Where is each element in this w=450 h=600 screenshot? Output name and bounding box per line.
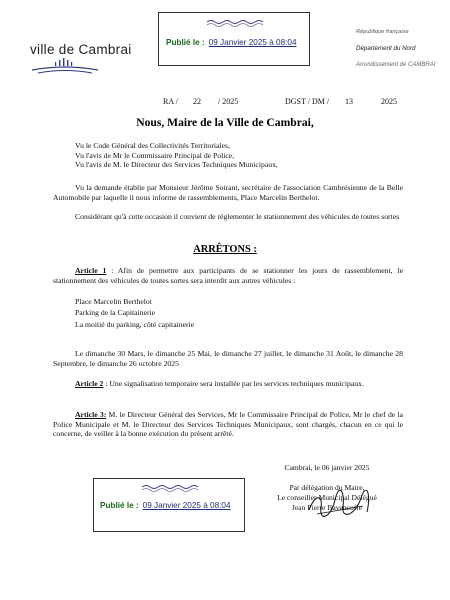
arretons-heading — [0, 244, 450, 255]
ra-year: / 2025 — [218, 97, 239, 106]
publication-label: Publié le : — [166, 38, 205, 47]
article-1-label: Article 1 — [75, 266, 107, 275]
list-item: Place Marcelin Berthelot — [75, 297, 152, 306]
dgst-year: 2025 — [381, 97, 397, 106]
dgst-number: 13 — [345, 97, 353, 106]
article-1 — [53, 266, 403, 285]
ra-number: 22 — [193, 97, 201, 106]
page-title: Nous, Maire de la Ville de Cambrai, — [136, 116, 314, 129]
city-logo-icon — [30, 58, 100, 78]
vu-list — [75, 141, 425, 170]
considerant-paragraph: Considérant qu'à cette occasion il convient de réglementer le stationnement des véhicules de toutes sortes — [75, 212, 400, 221]
publication-label: Publié le : — [100, 501, 139, 510]
vu-item: Vu le Code Général des Collectivités Territoriales, — [75, 141, 230, 150]
department-label: Département du Nord — [356, 45, 416, 52]
publication-stamp-top — [158, 12, 310, 66]
republic-label: République française — [356, 29, 409, 35]
logo-text: ville de Cambrai — [30, 42, 132, 57]
article-3-label: Article 3: — [75, 410, 107, 419]
signature-line-2: Le conseiller Municipal Délégué — [277, 493, 377, 502]
stamp-wave-icon — [159, 13, 309, 33]
dates-paragraph: Le dimanche 30 Mars, le dimanche 25 Mai, le dimanche 27 juillet, le dimanche 31 Août, le dimanche 28 Septembre, le dimanche 26 octobre 2025 — [53, 349, 403, 368]
arrondissement-label: Arrondissement de CAMBRAI — [356, 62, 436, 68]
signature-line-1: Par délégation du Maire, — [289, 483, 365, 492]
request-paragraph: Vu la demande établie par Monsieur Jérôme Soirant, secrétaire de l'association Cambrésienne de la Belle Automobile par laquelle il nous informe de rassemblements, Place Marcelin Berthelot. — [53, 183, 403, 202]
article-2-text: : Une signalisation temporaire sera installée par les services techniques municipaux. — [103, 379, 364, 388]
dgst-label: DGST / DM / — [285, 97, 330, 106]
vu-item: Vu l'avis de Mr le Commissaire Principal de Police, — [75, 150, 235, 160]
list-item: La moitié du parking, côté capitainerie — [75, 319, 195, 329]
handwritten-signature — [305, 490, 375, 522]
publication-date: 09 Janvier 2025 à 08:04 — [142, 501, 231, 510]
stamp-wave-icon — [94, 479, 244, 495]
article-2 — [53, 379, 403, 389]
article-3 — [53, 410, 403, 439]
signature-line-3: Jean Pierre Bavencoffe — [291, 503, 363, 512]
vu-item: Vu l'avis de M. le Directeur des Services Techniques Municipaux, — [75, 160, 278, 170]
publication-stamp-bottom — [93, 478, 245, 532]
publication-date: 09 Janvier 2025 à 08:04 — [208, 38, 297, 47]
article-1-text: : Afin de permettre aux participants de se stationner les jours de rassemblement, le stationnement des véhicules de toutes sortes sera interdit aux autres véhicules : — [53, 266, 403, 285]
places-list — [75, 296, 425, 330]
ra-label: RA / — [163, 97, 178, 106]
article-2-label: Article 2 — [75, 379, 104, 388]
signature-place-date: Cambrai, le 06 janvier 2025 — [284, 463, 370, 472]
article-3-text: M. le Directeur Général des Services, Mr le Commissaire Principal de Police, Mr le chef de la Police Municipale et M. le Directeur des Services Techniques Municipaux, sont chargés, chacun en ce qui le concerne, de veiller à la bonne exécution du présent arrêté. — [53, 410, 403, 439]
arretons-text: ARRÊTONS : — [193, 244, 257, 255]
list-item: Parking de la Capitainerie — [75, 308, 156, 318]
